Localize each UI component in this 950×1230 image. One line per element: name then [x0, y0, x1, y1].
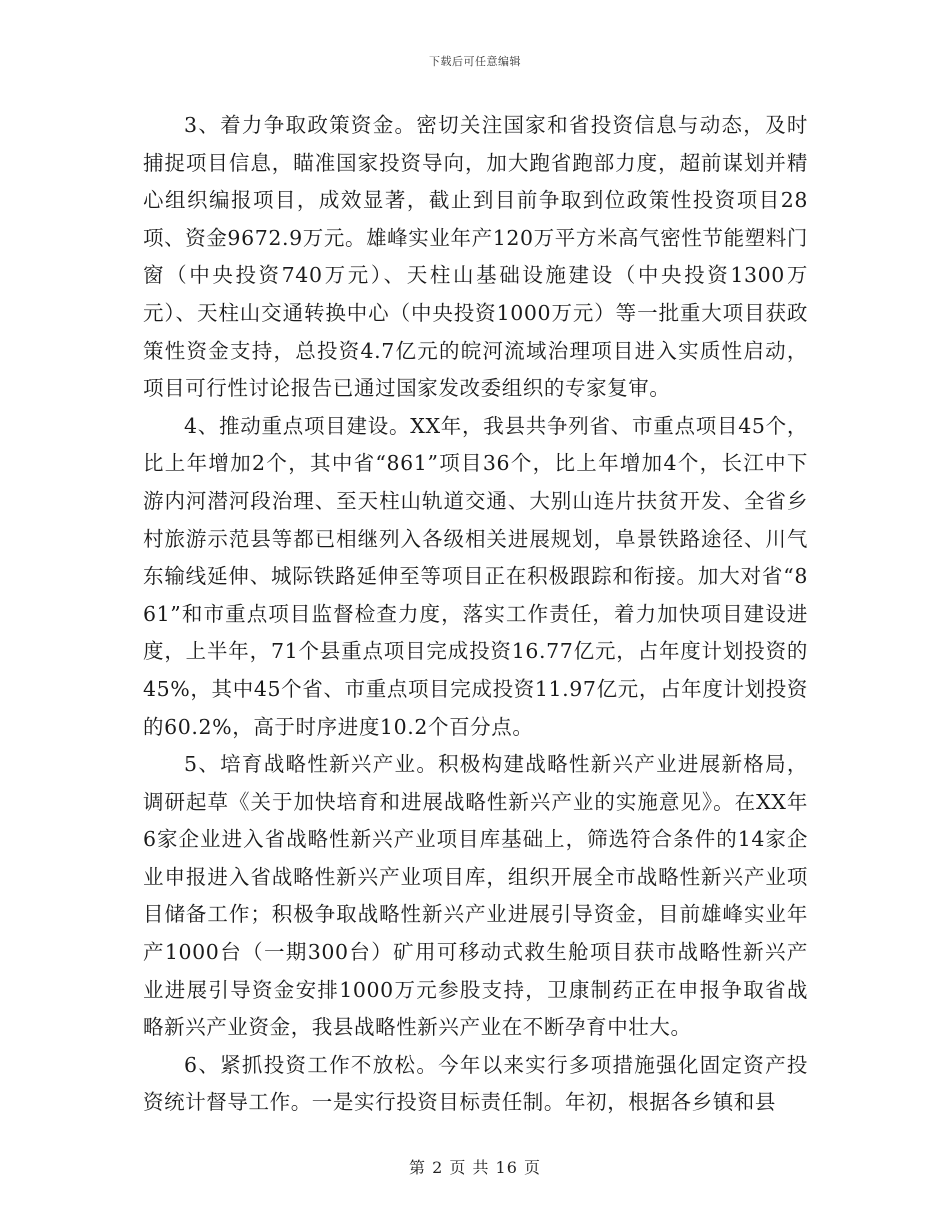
paragraph-policy-funds: 3、着力争取政策资金。密切关注国家和省投资信息与动态，及时捕捉项目信息，瞄准国家投资导向，加大跑省跑部力度，超前谋划并精心组织编报项目，成效显著，截止到目前争取到位政策性投资项目28项、资金9672.9万元。雄峰实业年产120万平方米高气密性节能塑料门窗（中央投资740万元）、天柱山基础设施建设（中央投资1300万元）、天柱山交通转换中心（中央投资1000万元）等一批重大项目获政策性资金支持，总投资4.7亿元的皖河流域治理项目进入实质性启动，项目可行性讨论报告已通过国家发改委组织的专家复审。 — [143, 113, 808, 401]
page-number-footer: 第 2 页 共 16 页 — [409, 1158, 541, 1177]
page-header: 下载后可任意编辑 — [429, 55, 521, 68]
paragraph-emerging-industries: 5、培育战略性新兴产业。积极构建战略性新兴产业进展新格局，调研起草《关于加快培育和进展战略性新兴产业的实施意见》。在XX年6家企业进入省战略性新兴产业项目库基础上，筛选符合条件的14家企业申报进入省战略性新兴产业项目库，组织开展全市战略性新兴产业项目储备工作；积极争取战略性新兴产业进展引导资金，目前雄峰实业年产1000台（一期300台）矿用可移动式救生舱项目获市战略性新兴产业进展引导资金安排1000万元参股支持，卫康制药正在申报争取省战略新兴产业资金，我县战略性新兴产业在不断孕育中壮大。 — [143, 752, 808, 1040]
paragraph-investment-work: 6、紧抓投资工作不放松。今年以来实行多项措施强化固定资产投资统计督导工作。一是实行投资目标责任制。年初，根据各乡镇和县 — [143, 1052, 808, 1115]
document-body — [143, 107, 808, 1122]
paragraph-key-projects: 4、推动重点项目建设。XX年，我县共争列省、市重点项目45个，比上年增加2个，其中省“861”项目36个，比上年增加4个，长江中下游内河潜河段治理、至天柱山轨道交通、大别山连片扶贫开发、全省乡村旅游示范县等都已相继列入各级相关进展规划，阜景铁路途径、川气东输线延伸、城际铁路延伸至等项目正在积极跟踪和衔接。加大对省“861”和市重点项目监督检查力度，落实工作责任，着力加快项目建设进度，上半年，71个县重点项目完成投资16.77亿元，占年度计划投资的45%，其中45个省、市重点项目完成投资11.97亿元，占年度计划投资的60.2%，高于时序进度10.2个百分点。 — [143, 413, 808, 739]
